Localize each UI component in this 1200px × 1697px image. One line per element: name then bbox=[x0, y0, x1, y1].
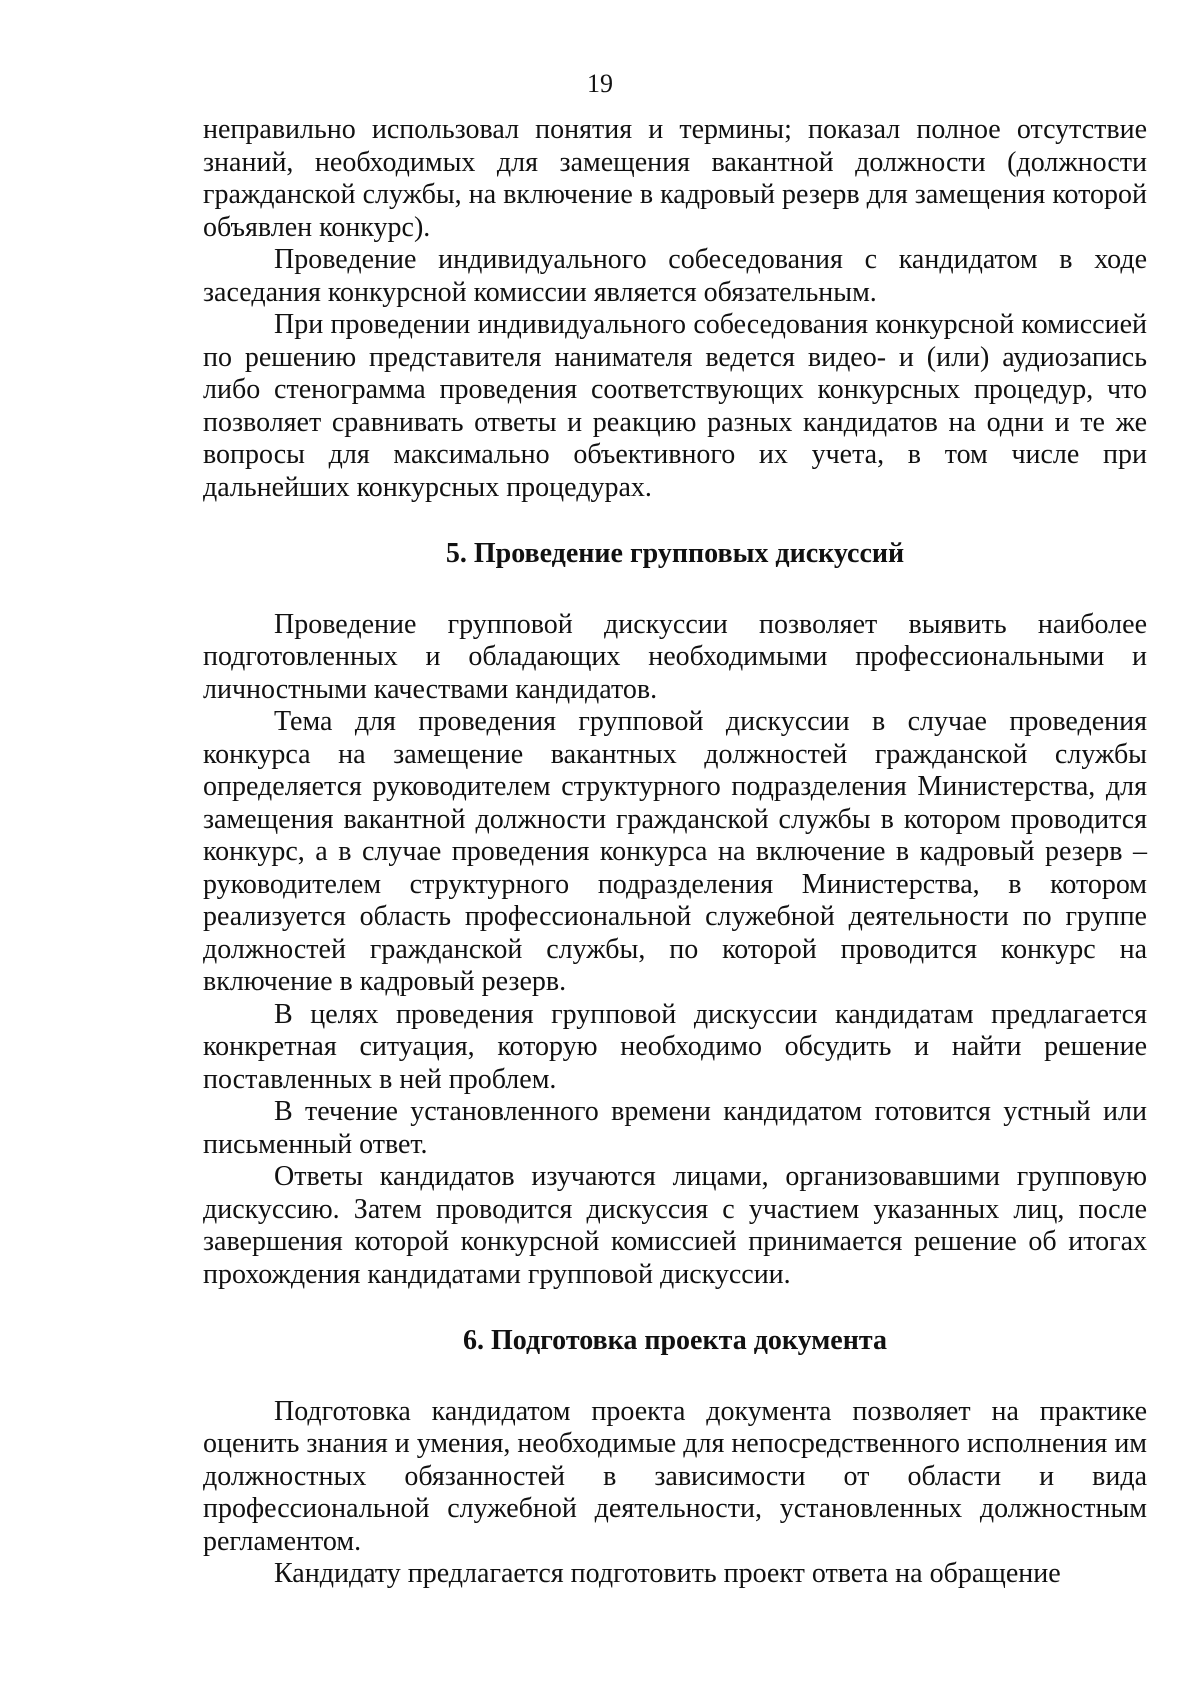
section-5-paragraph-3: В целях проведения групповой дискуссии кандидатам предлагается конкретная ситуация, которую необходимо обсудить и найти решение поставленных в ней проблем. bbox=[203, 998, 1147, 1095]
section-6-heading: 6. Подготовка проекта документа bbox=[463, 1325, 887, 1356]
section-6-paragraph-1: Подготовка кандидатом проекта документа позволяет на практике оценить знания и умения, необходимые для непосредственного исполнения им должностных обязанностей в зависимости от области и вида профессиональной служебной деятельности, установленных должностным регламентом. bbox=[203, 1395, 1148, 1557]
paragraph-intro-2: Проведение индивидуального собеседования с кандидатом в ходе заседания конкурсной комиссии является обязательным. bbox=[203, 244, 1147, 308]
section-6-paragraph-2: Кандидату предлагается подготовить проект ответа на обращение bbox=[274, 1558, 1061, 1589]
section-5-paragraph-1: Проведение групповой дискуссии позволяет выявить наиболее подготовленных и обладающих необходимыми профессиональными и личностными качествами кандидатов. bbox=[203, 608, 1147, 705]
paragraph-intro-1: неправильно использовал понятия и термины; показал полное отсутствие знаний, необходимых для замещения вакантной должности (должности гражданской службы, на включение в кадровый резерв для замещения которой объявлен конкурс). bbox=[203, 114, 1147, 243]
page-content bbox=[203, 114, 1147, 1591]
section-5-paragraph-4: В течение установленного времени кандидатом готовится устный или письменный ответ. bbox=[203, 1096, 1147, 1160]
section-5-heading: 5. Проведение групповых дискуссий bbox=[445, 538, 905, 569]
section-5-paragraph-2: Тема для проведения групповой дискуссии в случае проведения конкурса на замещение вакантных должностей гражданской службы определяется руководителем структурного подразделения Министерства, для замещения вакантной должности гражданской службы в котором проводится конкурс, а в случае проведения конкурса на включение в кадровый резерв – руководителем структурного подразделения Министерства, в котором реализуется область профессиональной служебной деятельности по группе должностей гражданской службы, по которой проводится конкурс на включение в кадровый резерв. bbox=[203, 706, 1147, 997]
section-5-paragraph-5: Ответы кандидатов изучаются лицами, организовавшими групповую дискуссию. Затем проводится дискуссия с участием указанных лиц, после завершения которой конкурсной комиссией принимается решение об итогах прохождения кандидатами групповой дискуссии. bbox=[203, 1161, 1147, 1290]
paragraph-intro-3: При проведении индивидуального собеседования конкурсной комиссией по решению представителя нанимателя ведется видео- и (или) аудиозапись либо стенограмма проведения соответствующих конкурсных процедур, что позволяет сравнивать ответы и реакцию разных кандидатов на одни и те же вопросы для максимально объективного их учета, в том числе при дальнейших конкурсных процедурах. bbox=[203, 309, 1147, 503]
page-number: 19 bbox=[587, 69, 613, 98]
